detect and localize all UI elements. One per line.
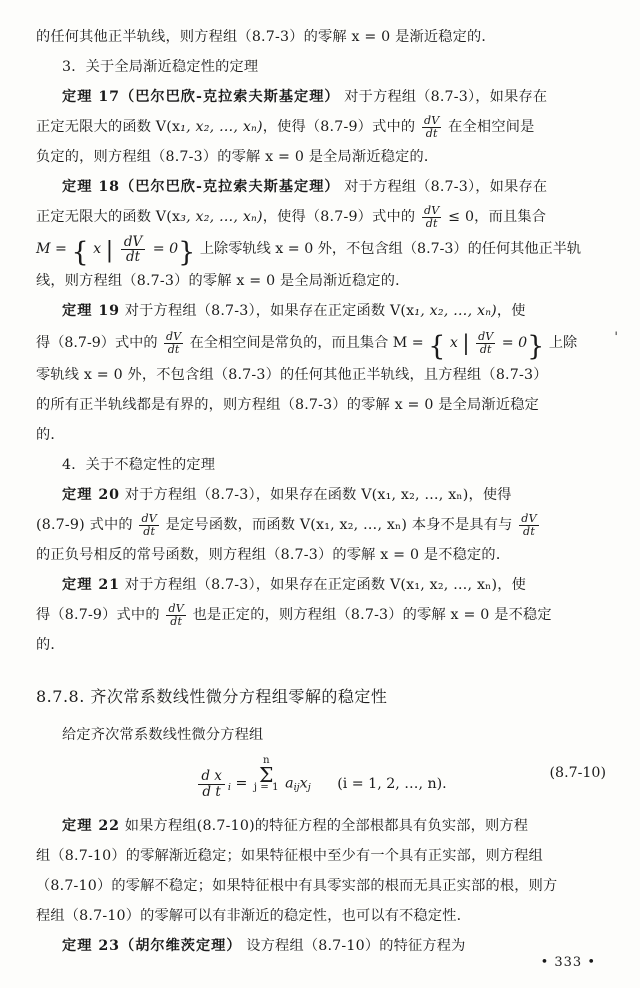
paragraph-line: 的． (36, 427, 65, 443)
theorem-19-body: 得（8.7-9）式中的 $\frac{dV}{dt}$ 在全相空间是常负的，而且集合 M = { x | $\frac{dV}{dt}$ = 0} 上除 (36, 330, 578, 362)
theorem-label: 定理 17（巴尔巴欣-克拉索夫斯基定理） (62, 89, 340, 105)
summation-symbol: n Σ j = 1 (253, 755, 279, 794)
theorem-text: 是定号函数，而函数 V(x₁, x₂, …, xₙ) 本身不是具有与 (165, 517, 513, 533)
equation-number: (8.7-10) (549, 765, 606, 781)
paragraph-line: 的任何其他正半轨线，则方程组（8.7-3）的零解 x = 0 是渐近稳定的． (36, 29, 496, 45)
dv-dt-fraction: $\frac{dV}{dt}$ (168, 602, 184, 629)
dv-dt-fraction: $\frac{dV}{dt}$ (478, 330, 494, 357)
theorem-text: 对于方程组（8.7-3），如果存在正定函数 V(x (124, 303, 415, 319)
dv-dt-fraction: $\frac{dV}{dt}$ (166, 330, 182, 357)
theorem-text: 在全相空间是 (448, 119, 535, 135)
margin-mark: ' (614, 330, 618, 345)
theorem-17-line (36, 82, 606, 112)
theorem-text: ，使 (496, 303, 526, 319)
theorem-text: 如果方程组(8.7-10)的特征方程的全部根都具有负实部，则方程 (124, 818, 529, 835)
section-heading: 8.7.8. 齐次常系数线性微分方程组零解的稳定性 (36, 687, 388, 706)
theorem-label: 定理 18（巴尔巴欣-克拉索夫斯基定理） (62, 179, 340, 195)
theorem-text: 对于方程组（8.7-3），如果存在函数 V(x₁, x₂, …, xₙ)，使得 (124, 487, 512, 503)
paragraph-line: 的正负号相反的常号函数，则方程组（8.7-3）的零解 x = 0 是不稳定的． (36, 547, 511, 563)
paragraph-line: 零轨线 x = 0 外，不包含组（8.7-3）的任何其他正半轨线，且方程组（8.7-3） (36, 367, 548, 383)
theorem-text: 对于方程组（8.7-3），如果存在 (344, 179, 548, 195)
theorem-22-line (36, 811, 606, 841)
paragraph-line: 程组（8.7-10）的零解可以有非渐近的稳定性，也可以有不稳定性． (36, 908, 472, 925)
dv-dt-fraction: $\frac{dV}{dt}$ (423, 204, 440, 231)
paragraph-line: 的所有正半轨线都是有界的，则方程组（8.7-3）的零解 x = 0 是全局渐近稳定 (36, 397, 539, 413)
theorem-text: ≤ 0，而且集合 (448, 209, 547, 225)
page-number: • 333 • (540, 955, 596, 970)
theorem-18-line (36, 172, 606, 202)
theorem-20-body (36, 510, 606, 540)
theorem-text: ，使得（8.7-9）式中的 (262, 209, 416, 225)
theorem-21-line (36, 570, 606, 600)
equation-8-7-10: $\frac{\text{d x}}{\text{d t}}$ $_i$ = n Σ j = 1 $a_{ij}x_j$ (i = 1, 2, …, n). (8.7-10) (36, 756, 606, 805)
theorem-text: (8.7-9) 式中的 (36, 517, 133, 533)
set-text: 上除零轨线 x = 0 外，不包含组（8.7-3）的任何其他正半轨 (199, 241, 582, 257)
dv-dt-fraction: $\frac{dV}{dt}$ (141, 512, 157, 539)
theorem-text: 也是正定的，则方程组（8.7-3）的零解 x = 0 是不稳定 (192, 607, 552, 623)
set-symbol: M = (36, 241, 72, 257)
paragraph-line: 线，则方程组（8.7-3）的零解 x = 0 是全局渐近稳定的． (36, 273, 410, 289)
paragraph-line: 4．关于不稳定性的定理 (62, 457, 216, 473)
paragraph-line: 组（8.7-10）的零解渐近稳定；如果特征根中至少有一个具有正实部，则方程组 (36, 848, 544, 865)
set-definition-line: M = { x | $\frac{dV}{dt}$ = 0} 上除零轨线 x = 0 外，不包含组（8.7-3）的任何其他正半轨 (36, 233, 582, 268)
theorem-text: 对于方程组（8.7-3），如果存在 (344, 89, 548, 105)
paragraph-line: 给定齐次常系数线性微分方程组 (62, 727, 264, 743)
dx-dt-fraction: $\frac{\text{d x}}{\text{d t}}$ (198, 769, 225, 800)
theorem-19-line: 定理 19 对于方程组（8.7-3），如果存在正定函数 V(x₁, x₂, …, xₙ)，使 (62, 303, 526, 319)
theorem-text: 正定无限大的函数 V(x (36, 119, 181, 135)
paragraph-line: 3．关于全局渐近稳定性的定理 (62, 59, 259, 75)
theorem-text: ，使得（8.7-9）式中的 (262, 119, 416, 135)
theorem-text: 上除 (548, 335, 578, 351)
theorem-text: 得（8.7-9）式中的 (36, 335, 158, 351)
dv-dt-fraction: $\frac{dV}{dt}$ (121, 235, 145, 266)
dv-dt-fraction: $\frac{dV}{dt}$ (423, 114, 440, 141)
theorem-23-line (36, 931, 606, 961)
theorem-label: 定理 20 (62, 487, 121, 503)
theorem-text: 得（8.7-9）式中的 (36, 607, 160, 623)
theorem-label: 定理 23（胡尔维茨定理） (62, 938, 242, 955)
theorem-label: 定理 21 (62, 577, 121, 593)
equation-condition: (i = 1, 2, …, n). (337, 775, 447, 792)
paragraph-line: （8.7-10）的零解不稳定；如果特征根中有具零实部的根而无具正实部的根，则方 (36, 878, 558, 895)
paragraph-line: 负定的，则方程组（8.7-3）的零解 x = 0 是全局渐近稳定的． (36, 149, 439, 165)
theorem-21-body (36, 600, 606, 630)
theorem-text: 对于方程组（8.7-3），如果存在正定函数 V(x₁, x₂, …, xₙ)，使 (124, 577, 527, 593)
theorem-20-line (36, 480, 606, 510)
theorem-17-body: 正定无限大的函数 V(x₁, x₂, …, xₙ)，使得（8.7-9）式中的 $\frac{dV}{dt}$ 在全相空间是 (36, 114, 535, 141)
paragraph-line: 的． (36, 637, 65, 653)
theorem-18-body: 正定无限大的函数 V(x₃, x₂, …, xₙ)，使得（8.7-9）式中的 $\frac{dV}{dt}$ ≤ 0，而且集合 (36, 204, 547, 231)
theorem-text: 设方程组（8.7-10）的特征方程为 (246, 938, 466, 955)
theorem-text: 正定无限大的函数 V(x (36, 209, 181, 225)
theorem-text: 在全相空间是常负的，而且集合 M = (189, 335, 429, 351)
theorem-label: 定理 22 (62, 818, 121, 835)
theorem-label: 定理 19 (62, 303, 121, 319)
dv-dt-fraction: $\frac{dV}{dt}$ (521, 512, 537, 539)
